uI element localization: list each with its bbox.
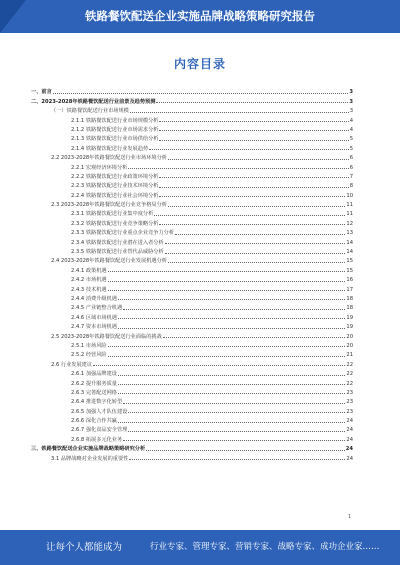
- toc-dot-leader: [159, 186, 348, 188]
- toc-entry[interactable]: [31, 217, 353, 226]
- toc-entry[interactable]: [31, 227, 353, 236]
- toc-entry[interactable]: [31, 124, 353, 133]
- toc-entry-page: 4: [349, 117, 353, 124]
- toc-entry-page: 15: [346, 258, 353, 265]
- toc-entry-page: 24: [346, 418, 353, 425]
- toc-entry[interactable]: [31, 368, 353, 377]
- toc-dot-leader: [128, 167, 348, 169]
- toc-entry[interactable]: [31, 433, 353, 442]
- toc-entry-label: 2.4 2023-2028年铁路餐饮配送行业发展机遇分析: [51, 258, 167, 265]
- toc-dot-leader: [146, 449, 345, 451]
- toc-dot-leader: [154, 214, 345, 216]
- toc-dot-leader: [123, 402, 345, 404]
- toc-entry-page: 14: [346, 249, 353, 256]
- toc-entry[interactable]: [31, 189, 353, 198]
- toc-entry-page: 23: [346, 408, 353, 415]
- toc-entry-label: 2.6.2 提升服务质量: [71, 380, 117, 387]
- footer-slogan-right: 行业专家、管理专家、营销专家、战略专家、成功企业家……: [150, 542, 380, 552]
- toc-entry-page: 18: [346, 295, 353, 302]
- toc-entry-page: 22: [346, 371, 353, 378]
- toc-entry-page: 22: [346, 361, 353, 368]
- toc-dot-leader: [159, 223, 345, 225]
- toc-entry[interactable]: [31, 180, 353, 189]
- toc-entry[interactable]: [31, 161, 353, 170]
- toc-entry-page: 4: [349, 126, 353, 133]
- toc-dot-leader: [108, 345, 346, 347]
- toc-entry[interactable]: [31, 377, 353, 386]
- toc-entry[interactable]: [31, 142, 353, 151]
- toc-entry-page: 6: [349, 164, 353, 171]
- table-of-contents: [31, 86, 353, 462]
- toc-entry-page: 24: [345, 446, 353, 453]
- toc-dot-leader: [129, 458, 345, 460]
- toc-entry-page: 14: [346, 239, 353, 246]
- toc-entry[interactable]: [31, 302, 353, 311]
- toc-entry-label: 2.1.4 铁路餐饮配送行业发展趋势: [71, 145, 149, 152]
- toc-entry-page: 20: [346, 333, 353, 340]
- toc-dot-leader: [159, 176, 348, 178]
- toc-entry[interactable]: [31, 452, 353, 461]
- toc-dot-leader: [168, 261, 345, 263]
- toc-entry-label: 2.6.1 加强品牌建设: [71, 371, 117, 378]
- toc-dot-leader: [108, 289, 346, 291]
- toc-entry-label: 2.2.1 宏观经济环境分析: [71, 164, 128, 171]
- toc-dot-leader: [93, 364, 345, 366]
- toc-entry-label: 2.1.1 铁路餐饮配送行业市场规模分析: [71, 117, 159, 124]
- toc-entry-label: 2.4.1 政策机遇: [71, 267, 107, 274]
- toc-entry-label: 2.3.4 铁路餐饮配送行业潜在进入者分析: [71, 239, 164, 246]
- toc-entry-label: 2.4.6 区域市场机遇: [71, 314, 117, 321]
- toc-entry-label: 2.5.2 经营风险: [71, 352, 107, 359]
- toc-dot-leader: [163, 336, 346, 338]
- toc-entry-page: 17: [346, 286, 353, 293]
- page-number: 1: [348, 514, 352, 520]
- toc-dot-leader: [53, 92, 349, 94]
- toc-entry[interactable]: [31, 208, 353, 217]
- toc-dot-leader: [165, 252, 346, 254]
- toc-entry-label: 2.4.3 技术机遇: [71, 286, 107, 293]
- toc-entry[interactable]: [31, 86, 353, 95]
- toc-entry[interactable]: [31, 246, 353, 255]
- toc-entry-label: 2.3.2 铁路餐饮配送行业竞争策略分析: [71, 220, 159, 227]
- toc-entry[interactable]: [31, 443, 353, 452]
- toc-dot-leader: [165, 242, 346, 244]
- toc-entry[interactable]: [31, 105, 353, 114]
- toc-entry-page: 18: [346, 305, 353, 312]
- toc-entry-page: 24: [346, 455, 353, 462]
- toc-heading: 内容目录: [173, 57, 226, 71]
- toc-dot-leader: [130, 111, 349, 113]
- toc-entry-label: 2.3.1 铁路餐饮配送行业集中度分析: [71, 211, 154, 218]
- toc-entry-label: 2.6.8 拓展多元化业务: [71, 436, 123, 443]
- toc-entry-label: 2.1.2 铁路餐饮配送行业市场需求分析: [71, 126, 159, 133]
- toc-dot-leader: [118, 317, 345, 319]
- report-header: [0, 0, 400, 33]
- toc-entry-label: 2.3.3 铁路餐饮配送行业重点企业竞争力分析: [71, 230, 175, 237]
- toc-entry[interactable]: [31, 283, 353, 292]
- toc-entry-page: 16: [346, 277, 353, 284]
- toc-entry-page: 5: [349, 136, 353, 143]
- toc-entry-page: 3: [349, 108, 353, 115]
- toc-entry[interactable]: [31, 274, 353, 283]
- toc-entry[interactable]: [31, 114, 353, 123]
- toc-entry[interactable]: [31, 133, 353, 142]
- toc-entry-label: 2.2.2 铁路餐饮配送行业政策环境分析: [71, 173, 159, 180]
- toc-entry[interactable]: [31, 293, 353, 302]
- toc-entry-page: 13: [346, 230, 353, 237]
- toc-dot-leader: [123, 439, 345, 441]
- toc-entry-label: 2.6.4 推进数字化转型: [71, 399, 123, 406]
- toc-entry[interactable]: [31, 405, 353, 414]
- toc-entry-label: 2.4.2 市场机遇: [71, 277, 107, 284]
- toc-entry-page: 24: [346, 427, 353, 434]
- toc-entry-label: 2.6 行业发展建议: [51, 361, 93, 368]
- toc-entry[interactable]: [31, 387, 353, 396]
- toc-dot-leader: [159, 195, 345, 197]
- toc-entry-page: 21: [346, 352, 353, 359]
- toc-dot-leader: [156, 101, 348, 103]
- toc-entry-label: 2.2 2023-2028年铁路餐饮配送行业市场环境分析: [51, 155, 167, 162]
- toc-entry-label: 2.3.5 铁路餐饮配送行业替代品威胁分析: [71, 249, 164, 256]
- toc-entry[interactable]: [31, 264, 353, 273]
- toc-entry[interactable]: [31, 95, 353, 104]
- toc-entry-label: 2.6.5 加强人才队伍建设: [71, 408, 128, 415]
- toc-dot-leader: [175, 233, 345, 235]
- toc-entry-label: 一、前言: [31, 89, 52, 96]
- toc-dot-leader: [118, 392, 345, 394]
- toc-entry-page: 5: [349, 145, 353, 152]
- report-footer: [0, 530, 400, 565]
- toc-entry-label: 2.6.3 完善配送网络: [71, 389, 117, 396]
- toc-entry-page: 10: [346, 192, 353, 199]
- toc-entry-label: 2.4.5 产业链整合机遇: [71, 305, 123, 312]
- toc-entry-page: 12: [346, 220, 353, 227]
- toc-entry[interactable]: [31, 152, 353, 161]
- footer-slogan-left: 让每个人都能成为: [46, 542, 123, 553]
- toc-entry-label: 2.4.7 资本市场机遇: [71, 324, 117, 331]
- toc-dot-leader: [168, 158, 349, 160]
- toc-entry-page: 7: [349, 173, 353, 180]
- toc-entry[interactable]: [31, 340, 353, 349]
- toc-entry[interactable]: [31, 255, 353, 264]
- toc-entry-page: 15: [346, 267, 353, 274]
- toc-entry-label: 二、2023-2028年铁路餐饮配送行业前景及趋势预测: [31, 98, 156, 105]
- toc-entry-label: 2.5.1 市场风险: [71, 342, 107, 349]
- toc-entry-page: 23: [346, 399, 353, 406]
- toc-dot-leader: [118, 421, 345, 423]
- toc-entry-label: 2.6.7 强化食品安全管理: [71, 427, 128, 434]
- toc-dot-leader: [108, 270, 346, 272]
- toc-entry[interactable]: [31, 358, 353, 367]
- toc-dot-leader: [123, 308, 345, 310]
- toc-entry[interactable]: [31, 171, 353, 180]
- toc-entry-page: 11: [346, 202, 353, 209]
- toc-entry-label: 三、铁路餐饮配送企业实施品牌战略策略研究分析: [31, 446, 146, 453]
- toc-entry-page: 11: [346, 211, 353, 218]
- toc-entry-page: 23: [346, 389, 353, 396]
- toc-entry[interactable]: [31, 236, 353, 245]
- toc-entry-label: 2.2.4 铁路餐饮配送行业社会环境分析: [71, 192, 159, 199]
- toc-entry-page: 22: [346, 380, 353, 387]
- toc-entry-label: 2.4.4 消费升级机遇: [71, 295, 117, 302]
- toc-entry-page: 19: [346, 314, 353, 321]
- toc-dot-leader: [128, 430, 345, 432]
- toc-dot-leader: [168, 205, 345, 207]
- toc-dot-leader: [118, 327, 345, 329]
- toc-entry-label: 3.1 品牌战略对企业发展的重要性: [51, 455, 129, 462]
- toc-entry-page: 3: [349, 89, 353, 96]
- toc-entry[interactable]: [31, 311, 353, 320]
- toc-entry-label: 2.1.3 铁路餐饮配送行业市场供给分析: [71, 136, 159, 143]
- toc-entry[interactable]: [31, 424, 353, 433]
- toc-entry-page: 8: [349, 183, 353, 190]
- toc-entry-label: 2.2.3 铁路餐饮配送行业技术环境分析: [71, 183, 159, 190]
- toc-entry[interactable]: [31, 396, 353, 405]
- toc-dot-leader: [118, 298, 345, 300]
- toc-entry-label: （一）铁路餐饮配送行业市场规模: [51, 108, 129, 115]
- toc-dot-leader: [159, 129, 348, 131]
- toc-entry-page: 6: [349, 155, 353, 162]
- toc-dot-leader: [108, 280, 346, 282]
- toc-dot-leader: [159, 139, 348, 141]
- toc-dot-leader: [118, 374, 345, 376]
- toc-entry-label: 2.5 2023-2028年铁路餐饮配送行业面临的挑战: [51, 333, 162, 340]
- toc-dot-leader: [149, 148, 349, 150]
- toc-entry-page: 24: [346, 436, 353, 443]
- toc-entry-page: 3: [349, 98, 353, 105]
- report-title: 铁路餐饮配送企业实施品牌战略策略研究报告: [85, 9, 315, 23]
- toc-entry-page: 19: [346, 324, 353, 331]
- toc-dot-leader: [128, 411, 345, 413]
- toc-entry[interactable]: [31, 199, 353, 208]
- toc-dot-leader: [159, 120, 348, 122]
- toc-entry[interactable]: [31, 349, 353, 358]
- toc-entry[interactable]: [31, 330, 353, 339]
- toc-dot-leader: [118, 383, 345, 385]
- toc-entry-label: 2.3 2023-2028年铁路餐饮配送行业竞争格局分析: [51, 202, 167, 209]
- toc-entry-page: 20: [346, 342, 353, 349]
- toc-entry[interactable]: [31, 321, 353, 330]
- toc-entry-label: 2.6.6 深化合作共赢: [71, 418, 117, 425]
- toc-dot-leader: [108, 355, 346, 357]
- toc-entry[interactable]: [31, 415, 353, 424]
